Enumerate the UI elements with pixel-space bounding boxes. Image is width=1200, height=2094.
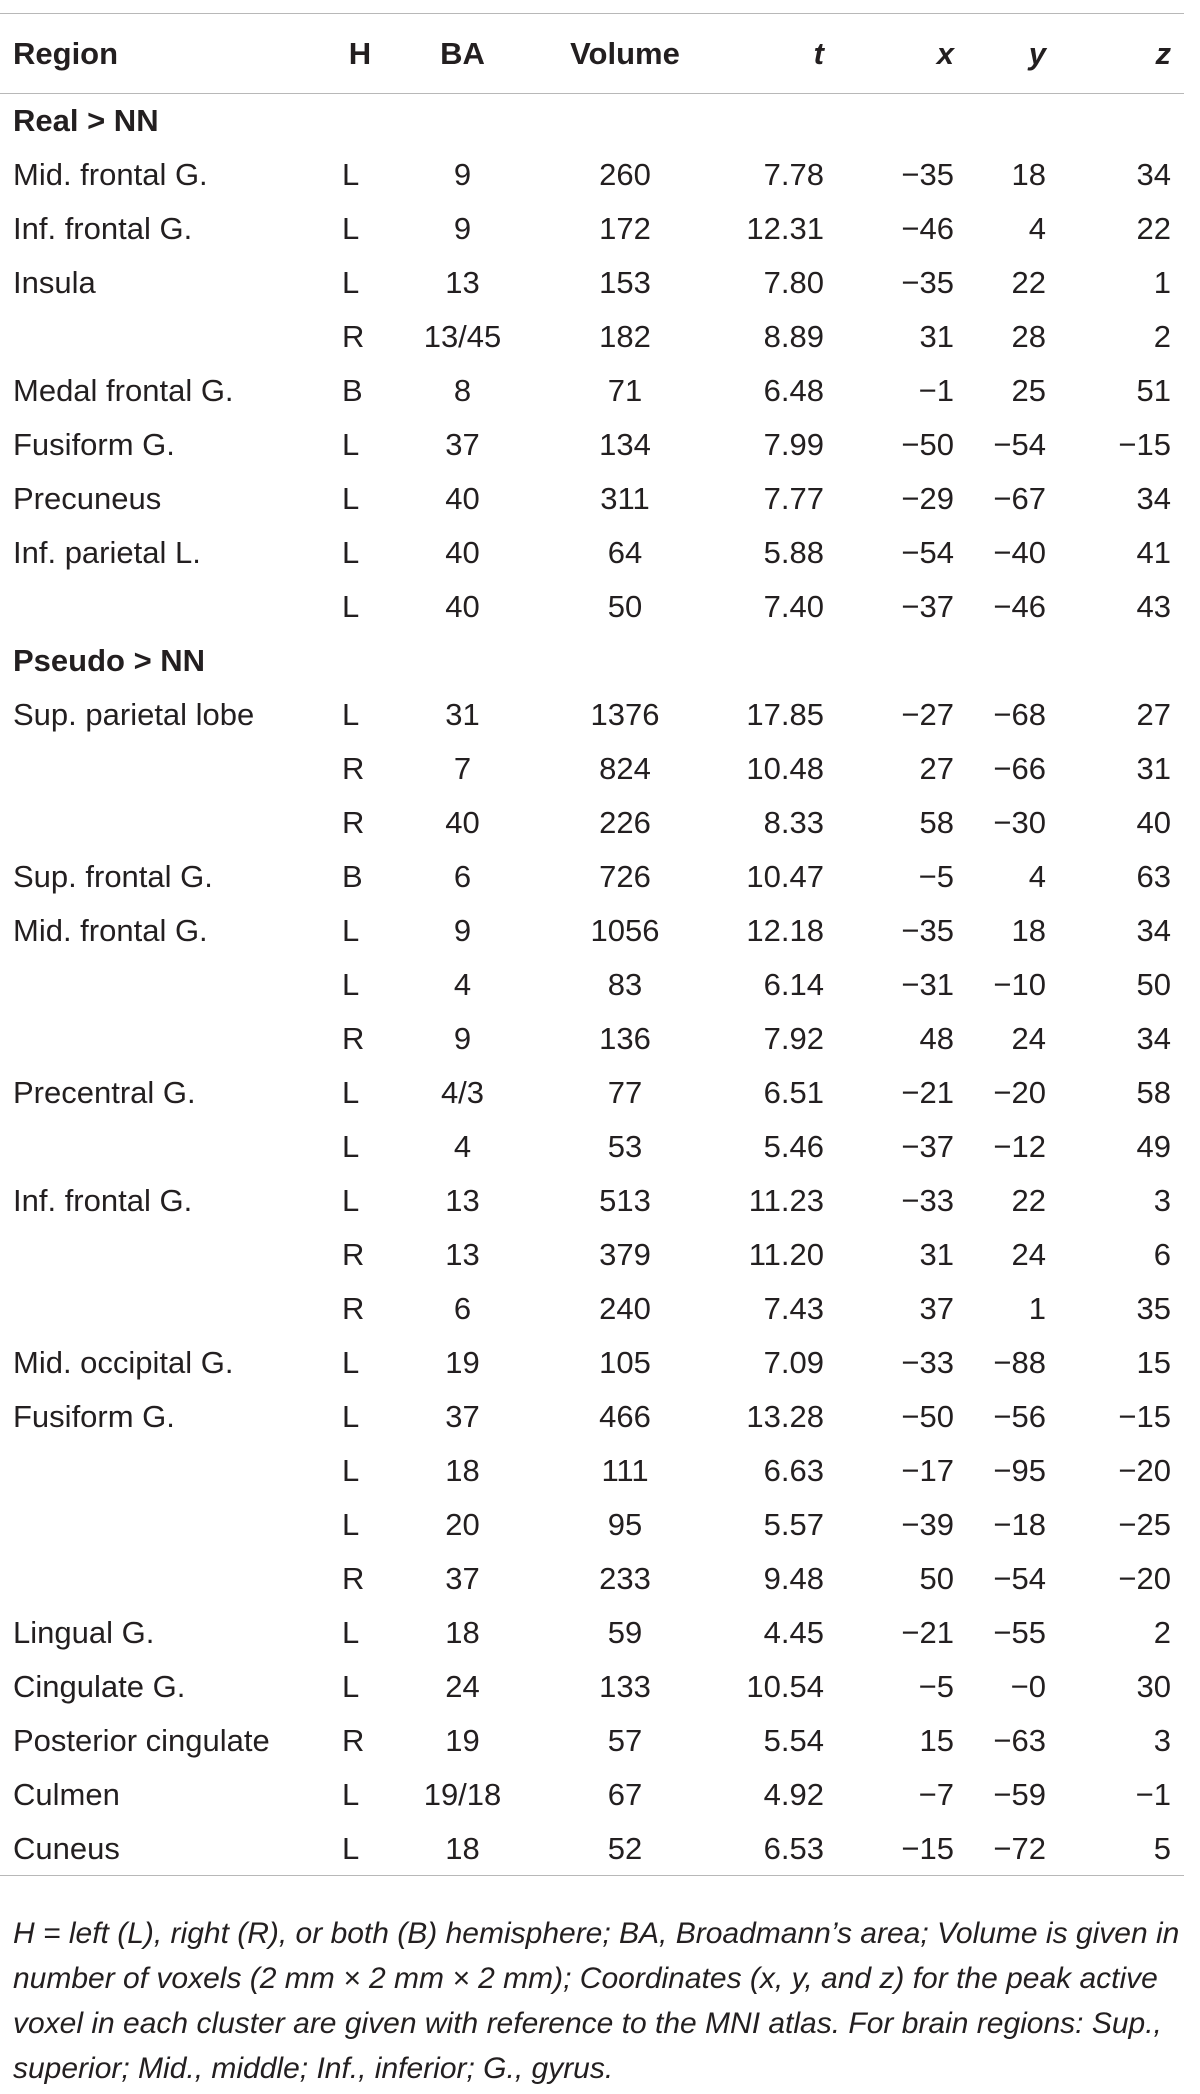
cell-hemisphere: L <box>342 1075 360 1110</box>
cell-x: 50 <box>919 1561 954 1596</box>
cell-ba: 40 <box>445 589 480 624</box>
table-row <box>0 1066 1184 1120</box>
table-row <box>0 256 1184 310</box>
header-ba: BA <box>400 14 525 94</box>
cell-region: Sup. frontal G. <box>13 859 213 894</box>
cell-ba: 13/45 <box>423 319 502 354</box>
table-row <box>0 688 1184 742</box>
header-volume: Volume <box>525 14 725 94</box>
cell-region <box>0 1012 320 1066</box>
cell-region <box>0 1552 320 1606</box>
cell-volume: 111 <box>601 1453 649 1488</box>
cell-region: Sup. parietal lobe <box>13 697 255 732</box>
cell-z: −1 <box>1135 1777 1171 1812</box>
cell-z: 6 <box>1153 1237 1171 1272</box>
cell-t: 11.23 <box>748 1183 824 1218</box>
cell-y: −72 <box>969 1822 1076 1876</box>
cell-y: 24 <box>1011 1021 1046 1056</box>
cell-region <box>0 310 320 364</box>
cell-volume: 1056 <box>590 913 660 948</box>
cell-x: −17 <box>901 1453 954 1488</box>
cell-x: −50 <box>901 1399 954 1434</box>
cell-t: 7.40 <box>763 589 824 624</box>
cell-ba: 4 <box>453 1129 472 1164</box>
cell-t: 13.28 <box>746 1399 824 1434</box>
cell-z: 30 <box>1136 1669 1171 1704</box>
cell-t: 7.80 <box>763 265 824 300</box>
cell-region: Precentral G. <box>13 1075 196 1110</box>
cell-x: −46 <box>901 211 954 246</box>
cell-ba: 31 <box>445 697 480 732</box>
cell-x: −5 <box>918 859 954 894</box>
cell-hemisphere: L <box>342 1453 360 1488</box>
cell-ba: 4/3 <box>440 1075 485 1110</box>
table-row <box>0 1498 1184 1552</box>
cell-z: 22 <box>1136 211 1171 246</box>
cell-y: 18 <box>1011 913 1046 948</box>
cell-ba: 40 <box>445 481 480 516</box>
cell-z: 51 <box>1136 373 1171 408</box>
cell-z: 34 <box>1136 913 1171 948</box>
section-header-row <box>0 634 1184 688</box>
cell-volume: 71 <box>607 373 643 408</box>
cell-t: 5.46 <box>763 1129 824 1164</box>
cell-volume: 67 <box>607 1777 643 1812</box>
cell-hemisphere: L <box>342 913 360 948</box>
cell-t: 6.48 <box>763 373 824 408</box>
table-row <box>0 1012 1184 1066</box>
cell-region <box>0 742 320 796</box>
cell-ba: 13 <box>445 1237 480 1272</box>
cell-x: −37 <box>901 1129 954 1164</box>
cell-hemisphere: R <box>342 1561 365 1596</box>
cell-volume: 260 <box>599 157 651 192</box>
cell-region: Insula <box>13 265 96 300</box>
table-row <box>0 1714 1184 1768</box>
cell-region: Mid. occipital G. <box>13 1345 234 1380</box>
cell-x: −7 <box>918 1777 954 1812</box>
cell-hemisphere: L <box>342 589 360 624</box>
table-row <box>0 148 1184 202</box>
cell-hemisphere: R <box>342 751 365 786</box>
cell-y: −56 <box>993 1399 1046 1434</box>
cell-ba: 18 <box>445 1453 480 1488</box>
table-row <box>0 1822 1184 1876</box>
cell-hemisphere: L <box>342 211 360 246</box>
cell-volume: 59 <box>607 1615 643 1650</box>
cell-volume: 50 <box>607 589 643 624</box>
cell-y: 22 <box>1011 1183 1046 1218</box>
cell-ba: 6 <box>453 859 472 894</box>
cell-y: −20 <box>993 1075 1046 1110</box>
cell-region: Fusiform G. <box>13 1399 175 1434</box>
cell-y: −54 <box>993 1561 1046 1596</box>
cell-x: −35 <box>901 265 954 300</box>
cell-t: 12.31 <box>746 211 824 246</box>
cell-region <box>0 1498 320 1552</box>
cell-hemisphere: L <box>342 1129 360 1164</box>
table-row <box>0 850 1184 904</box>
cell-hemisphere: L <box>342 1399 360 1434</box>
cell-volume: 133 <box>599 1669 651 1704</box>
cell-y: −68 <box>993 697 1046 732</box>
cell-ba: 19/18 <box>423 1777 502 1812</box>
cell-t: 12.18 <box>746 913 824 948</box>
table-row <box>0 418 1184 472</box>
cell-y: −30 <box>993 805 1046 840</box>
cell-t: 8.89 <box>763 319 824 354</box>
cell-z: 40 <box>1136 805 1171 840</box>
cell-y: 18 <box>1011 157 1046 192</box>
cell-hemisphere: L <box>342 697 360 732</box>
section-title: Real > NN <box>13 103 159 139</box>
cell-z: 34 <box>1136 1021 1171 1056</box>
cell-y: −54 <box>993 427 1046 462</box>
cell-region: Cuneus <box>0 1822 320 1876</box>
table-row <box>0 1282 1184 1336</box>
cell-region: Precuneus <box>13 481 162 516</box>
table-row <box>0 796 1184 850</box>
cell-ba: 40 <box>445 535 480 570</box>
cell-x: −39 <box>901 1507 954 1542</box>
header-y: y <box>969 14 1076 94</box>
cell-ba: 40 <box>445 805 480 840</box>
cell-hemisphere: L <box>342 265 360 300</box>
cell-y: 28 <box>1011 319 1046 354</box>
cell-region: Lingual G. <box>13 1615 155 1650</box>
cell-z: 3 <box>1153 1183 1171 1218</box>
cell-hemisphere: L <box>342 481 360 516</box>
cell-ba: 6 <box>453 1291 472 1326</box>
cell-t: 7.09 <box>763 1345 824 1380</box>
cell-t: 8.33 <box>763 805 824 840</box>
cell-t: 11.20 <box>748 1237 824 1272</box>
cell-region <box>0 958 320 1012</box>
cell-z: 63 <box>1136 859 1171 894</box>
cell-volume: 233 <box>599 1561 651 1596</box>
cell-x: 27 <box>919 751 954 786</box>
cell-hemisphere: L <box>342 1183 360 1218</box>
cell-region <box>0 796 320 850</box>
cell-z: 50 <box>1136 967 1171 1002</box>
cell-region <box>0 580 320 634</box>
cell-ba: 18 <box>445 1615 480 1650</box>
cell-y: −63 <box>993 1723 1046 1758</box>
cell-volume: 134 <box>599 427 651 462</box>
cell-region: Medal frontal G. <box>13 373 234 408</box>
cell-x: 58 <box>919 805 954 840</box>
cell-ba: 4 <box>453 967 472 1002</box>
table-header-row <box>0 14 1184 94</box>
cell-z: −20 <box>1118 1453 1171 1488</box>
cell-x: −21 <box>901 1075 954 1110</box>
cell-y: −55 <box>993 1615 1046 1650</box>
cell-z: −15 <box>1118 427 1171 462</box>
cell-region <box>0 1120 320 1174</box>
cell-t: 10.47 <box>746 859 824 894</box>
cell-ba: 9 <box>453 1021 472 1056</box>
cell-y: −95 <box>993 1453 1046 1488</box>
table-footnote: H = left (L), right (R), or both (B) hemisphere; BA, Broadmann’s area; Volume is given in number of voxels (2 mm × 2 mm × 2 mm); Coordinates (x, y, and z) for the peak active voxel in each cluster are given with reference to the MNI atlas. For brain regions: Sup., superior; Mid., middle; Inf., inferior; G., gyrus. <box>13 1917 1180 2085</box>
cell-region: Fusiform G. <box>13 427 175 462</box>
cell-x: −27 <box>901 697 954 732</box>
cell-y: 25 <box>1011 373 1046 408</box>
cell-y: −12 <box>993 1129 1046 1164</box>
cell-ba: 13 <box>445 265 480 300</box>
cell-t: 6.14 <box>763 967 824 1002</box>
cell-y: −67 <box>993 481 1046 516</box>
cell-ba: 7 <box>453 751 472 786</box>
cell-hemisphere: L <box>342 1345 360 1380</box>
cell-region: Posterior cingulate <box>13 1723 270 1758</box>
table-row <box>0 364 1184 418</box>
table-row <box>0 958 1184 1012</box>
cell-y: −46 <box>993 589 1046 624</box>
cell-y: 24 <box>1011 1237 1046 1272</box>
cell-t: 7.43 <box>763 1291 824 1326</box>
cell-x: −31 <box>901 967 954 1002</box>
cell-hemisphere: L <box>342 157 360 192</box>
header-hemisphere: H <box>320 14 400 94</box>
cell-y: 1 <box>1028 1291 1046 1326</box>
cell-t: 17.85 <box>746 697 824 732</box>
cell-hemisphere: B <box>342 859 363 894</box>
table-row <box>0 472 1184 526</box>
cell-volume: 379 <box>599 1237 651 1272</box>
cell-volume: 52 <box>525 1822 725 1876</box>
cell-ba: 24 <box>445 1669 480 1704</box>
cell-hemisphere: L <box>342 967 360 1002</box>
cell-volume: 466 <box>599 1399 651 1434</box>
cell-volume: 311 <box>600 481 650 516</box>
cell-region: Mid. frontal G. <box>13 913 208 948</box>
cell-hemisphere: R <box>342 805 365 840</box>
cell-volume: 1376 <box>590 697 660 732</box>
cell-hemisphere: R <box>342 319 365 354</box>
cell-z: 49 <box>1136 1129 1171 1164</box>
cell-z: 2 <box>1153 319 1171 354</box>
cell-y: −40 <box>993 535 1046 570</box>
cell-region: Inf. parietal L. <box>13 535 201 570</box>
cell-z: 1 <box>1153 265 1171 300</box>
cell-t: 5.88 <box>763 535 824 570</box>
table-row <box>0 1606 1184 1660</box>
cell-ba: 20 <box>445 1507 480 1542</box>
cell-hemisphere: R <box>342 1237 365 1272</box>
cell-z: −15 <box>1118 1399 1171 1434</box>
section-header-row <box>0 94 1184 148</box>
table-row <box>0 310 1184 364</box>
cell-x: −1 <box>918 373 954 408</box>
cell-volume: 153 <box>599 265 651 300</box>
cell-volume: 83 <box>607 967 643 1002</box>
table-body <box>0 94 1184 1876</box>
cell-volume: 95 <box>607 1507 643 1542</box>
table-row <box>0 1228 1184 1282</box>
cell-x: 15 <box>919 1723 954 1758</box>
cell-y: 22 <box>1011 265 1046 300</box>
table-row <box>0 1552 1184 1606</box>
cell-x: 48 <box>919 1021 954 1056</box>
header-t: t <box>725 14 864 94</box>
results-table <box>0 13 1184 1876</box>
table-row <box>0 904 1184 958</box>
cell-volume: 77 <box>607 1075 643 1110</box>
table-row <box>0 1660 1184 1714</box>
cell-t: 7.77 <box>763 481 824 516</box>
table-row <box>0 1336 1184 1390</box>
cell-hemisphere: R <box>342 1021 365 1056</box>
cell-z: 41 <box>1136 535 1171 570</box>
cell-z: −25 <box>1118 1507 1171 1542</box>
cell-volume: 64 <box>607 535 643 570</box>
cell-hemisphere: B <box>342 373 363 408</box>
cell-t: 7.92 <box>763 1021 824 1056</box>
cell-z: 35 <box>1136 1291 1171 1326</box>
cell-ba: 19 <box>445 1345 480 1380</box>
cell-hemisphere: L <box>342 1777 360 1812</box>
cell-y: −88 <box>993 1345 1046 1380</box>
cell-x: 31 <box>919 319 954 354</box>
cell-y: −59 <box>993 1777 1046 1812</box>
cell-region <box>0 1444 320 1498</box>
section-title: Pseudo > NN <box>13 643 206 678</box>
cell-x: −37 <box>901 589 954 624</box>
cell-ba: 8 <box>453 373 472 408</box>
cell-volume: 226 <box>599 805 651 840</box>
cell-ba: 37 <box>445 1561 480 1596</box>
cell-region: Inf. frontal G. <box>13 1183 193 1218</box>
table-row <box>0 580 1184 634</box>
cell-volume: 182 <box>599 319 651 354</box>
cell-x: −5 <box>918 1669 954 1704</box>
cell-volume: 172 <box>599 211 651 246</box>
cell-z: 34 <box>1136 481 1171 516</box>
cell-t: 10.54 <box>746 1669 824 1704</box>
table-row <box>0 1174 1184 1228</box>
cell-z: 34 <box>1136 157 1171 192</box>
cell-t: 4.45 <box>763 1615 824 1650</box>
table-row <box>0 742 1184 796</box>
cell-x: −50 <box>901 427 954 462</box>
cell-z: 43 <box>1136 589 1171 624</box>
cell-region <box>0 1228 320 1282</box>
cell-hemisphere: R <box>342 1291 365 1326</box>
cell-volume: 824 <box>599 751 651 786</box>
cell-volume: 513 <box>599 1183 651 1218</box>
cell-ba: 19 <box>445 1723 480 1758</box>
cell-t: 7.78 <box>763 157 824 192</box>
cell-hemisphere: L <box>320 1822 400 1876</box>
cell-z: 2 <box>1153 1615 1171 1650</box>
cell-ba: 37 <box>445 1399 480 1434</box>
cell-x: −15 <box>864 1822 969 1876</box>
cell-volume: 53 <box>607 1129 643 1164</box>
cell-ba: 9 <box>453 211 472 246</box>
cell-y: −0 <box>1010 1669 1046 1704</box>
cell-z: −20 <box>1118 1561 1171 1596</box>
cell-x: −35 <box>901 913 954 948</box>
cell-y: −10 <box>993 967 1046 1002</box>
cell-t: 4.92 <box>763 1777 824 1812</box>
cell-x: 37 <box>919 1291 954 1326</box>
cell-x: −21 <box>901 1615 954 1650</box>
cell-t: 6.51 <box>763 1075 824 1110</box>
cell-x: 31 <box>919 1237 954 1272</box>
cell-x: −33 <box>901 1345 954 1380</box>
cell-volume: 57 <box>607 1723 643 1758</box>
cell-volume: 240 <box>599 1291 651 1326</box>
cell-ba: 13 <box>445 1183 480 1218</box>
cell-z: 5 <box>1076 1822 1184 1876</box>
cell-t: 9.48 <box>763 1561 824 1596</box>
cell-z: 31 <box>1136 751 1171 786</box>
cell-t: 7.99 <box>763 427 824 462</box>
cell-hemisphere: R <box>342 1723 365 1758</box>
cell-hemisphere: L <box>342 1669 360 1704</box>
cell-ba: 37 <box>445 427 480 462</box>
table-row <box>0 1390 1184 1444</box>
cell-region <box>0 1282 320 1336</box>
cell-volume: 105 <box>599 1345 651 1380</box>
cell-y: −66 <box>993 751 1046 786</box>
cell-region: Inf. frontal G. <box>13 211 193 246</box>
cell-x: −35 <box>901 157 954 192</box>
cell-t: 5.54 <box>763 1723 824 1758</box>
cell-x: −33 <box>901 1183 954 1218</box>
cell-x: −54 <box>901 535 954 570</box>
cell-z: 27 <box>1136 697 1171 732</box>
cell-x: −29 <box>901 481 954 516</box>
header-region: Region <box>0 14 320 94</box>
cell-z: 3 <box>1153 1723 1171 1758</box>
cell-t: 6.53 <box>725 1822 864 1876</box>
table-row <box>0 202 1184 256</box>
cell-t: 6.63 <box>763 1453 824 1488</box>
table-row <box>0 526 1184 580</box>
cell-z: 15 <box>1136 1345 1171 1380</box>
cell-region: Cingulate G. <box>13 1669 186 1704</box>
cell-hemisphere: L <box>342 535 360 570</box>
cell-t: 10.48 <box>746 751 824 786</box>
table-row <box>0 1444 1184 1498</box>
header-x: x <box>864 14 969 94</box>
cell-y: −18 <box>993 1507 1046 1542</box>
table-row <box>0 1768 1184 1822</box>
table-row <box>0 1120 1184 1174</box>
cell-ba: 18 <box>400 1822 525 1876</box>
cell-y: 4 <box>1028 859 1046 894</box>
cell-volume: 136 <box>599 1021 651 1056</box>
cell-region: Culmen <box>13 1777 120 1812</box>
cell-ba: 9 <box>453 157 472 192</box>
cell-z: 58 <box>1136 1075 1171 1110</box>
cell-hemisphere: L <box>342 1615 360 1650</box>
cell-region: Mid. frontal G. <box>13 157 208 192</box>
cell-volume: 726 <box>599 859 651 894</box>
cell-t: 5.57 <box>763 1507 824 1542</box>
cell-ba: 9 <box>453 913 472 948</box>
cell-hemisphere: L <box>342 427 360 462</box>
cell-y: 4 <box>1028 211 1046 246</box>
cell-hemisphere: L <box>342 1507 360 1542</box>
header-z: z <box>1076 14 1184 94</box>
